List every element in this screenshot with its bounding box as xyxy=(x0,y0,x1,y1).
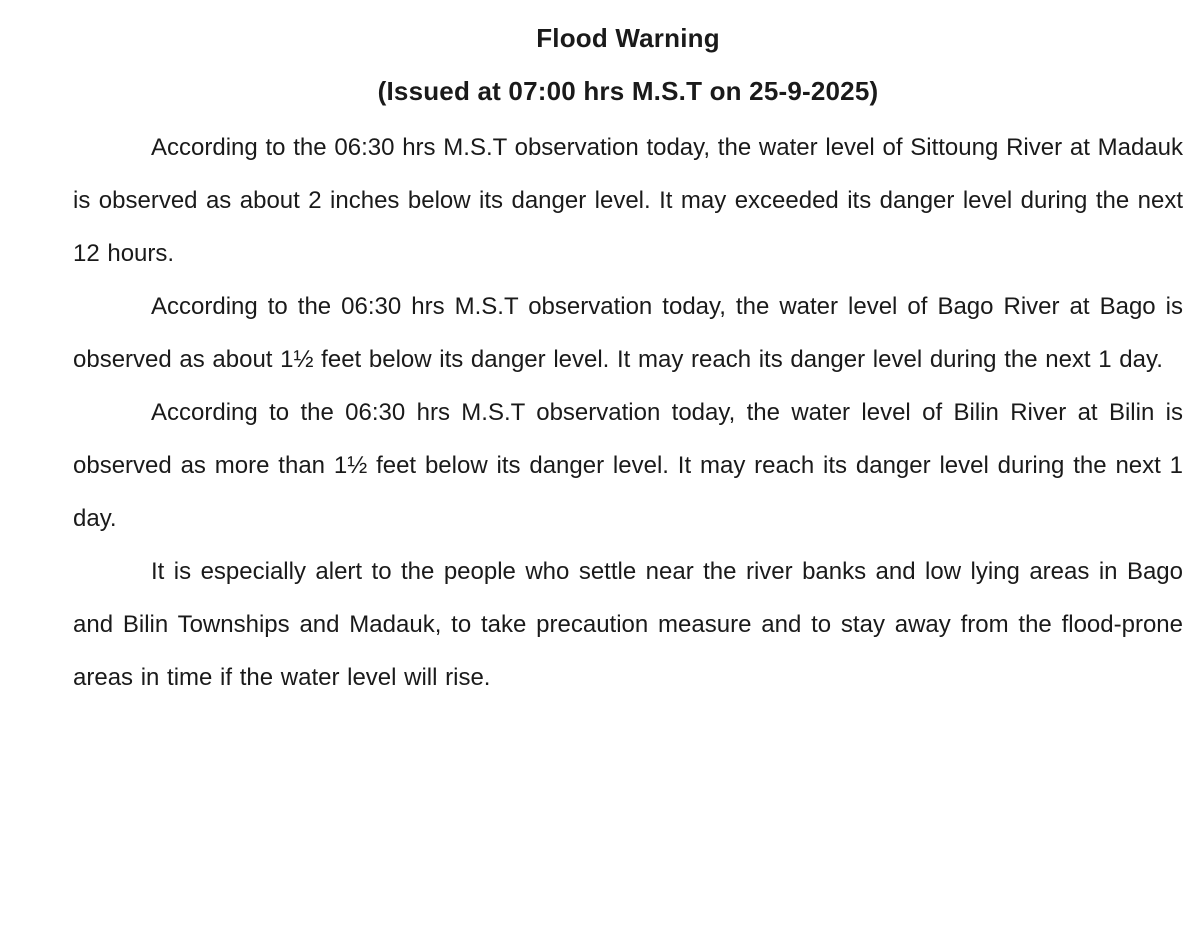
paragraph-bago-river: According to the 06:30 hrs M.S.T observation today, the water level of Bago River at Bago is observed as about 1½ feet below its danger level. It may reach its danger level during the next 1 day. xyxy=(73,293,1183,373)
document-body xyxy=(73,121,1183,704)
paragraph-bilin-river: According to the 06:30 hrs M.S.T observation today, the water level of Bilin River at Bilin is observed as more than 1½ feet below its danger level. It may reach its danger level during the next 1 day. xyxy=(73,399,1183,532)
document-subtitle: (Issued at 07:00 hrs M.S.T on 25-9-2025) xyxy=(377,76,879,106)
paragraph-alert-notice: It is especially alert to the people who settle near the river banks and low lying areas in Bago and Bilin Townships and Madauk, to take precaution measure and to stay away from the flood-prone areas in time if the water level will rise. xyxy=(73,558,1183,691)
document-title: Flood Warning xyxy=(536,23,720,53)
paragraph-sittoung-river: According to the 06:30 hrs M.S.T observation today, the water level of Sittoung River at Madauk is observed as about 2 inches below its danger level. It may exceeded its danger level during the next 12 hours. xyxy=(73,134,1183,267)
